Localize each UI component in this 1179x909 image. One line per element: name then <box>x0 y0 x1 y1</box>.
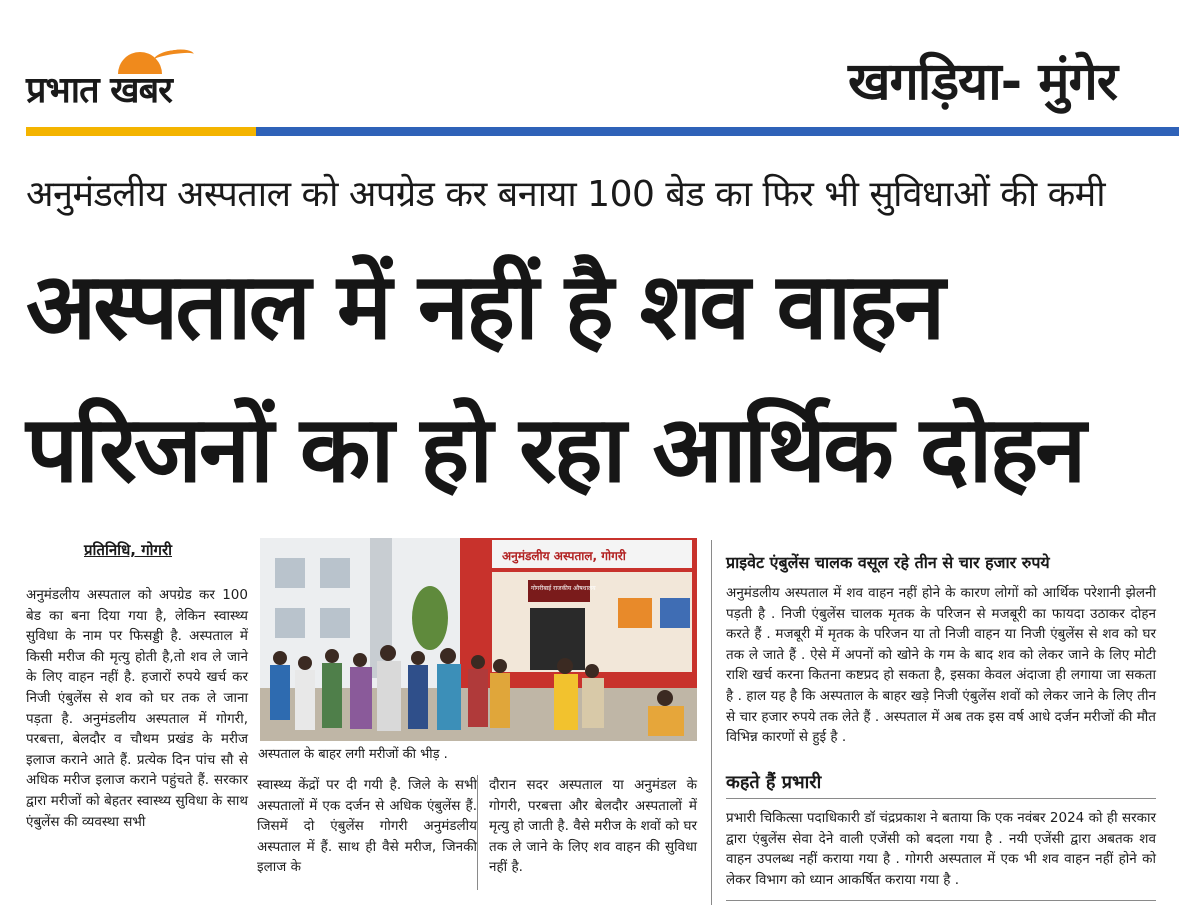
kicker-headline: अनुमंडलीय अस्पताल को अपग्रेड कर बनाया 100 बेड का फिर भी सुविधाओं की कमी <box>26 174 1106 215</box>
masthead-rule-yellow <box>26 127 256 136</box>
column-divider <box>477 775 478 890</box>
article-column-middle-2: दौरान सदर अस्पताल या अनुमंडल के गोगरी, परबत्ता और बेलदौर अस्पतालों में मृत्यु हो जाती है. वैसे मरीज के शवों को घर तक ले जाने के लिए शव वाहन की सुविधा नहीं है. <box>489 777 697 876</box>
masthead-rule-blue <box>256 127 1179 136</box>
hospital-photo <box>260 538 697 741</box>
edition-title: खगड़िया- मुंगेर <box>847 52 1117 112</box>
newspaper-logo <box>26 44 266 114</box>
right-column-subheading: कहते हैं प्रभारी <box>726 772 822 793</box>
photo-sign-door: गोगरीबाई राजकीय औषधालय <box>531 585 596 592</box>
logo-text: प्रभात खबर <box>26 70 172 111</box>
subheading-rule <box>726 798 1156 799</box>
hospital-crowd-illustration <box>260 538 697 741</box>
photo-caption: अस्पताल के बाहर लगी मरीजों की भीड़ . <box>258 747 448 762</box>
main-headline-line-2: परिजनों का हो रहा आर्थिक दोहन <box>26 396 1084 503</box>
column-divider <box>711 540 712 905</box>
right-column-body: अनुमंडलीय अस्पताल में शव वाहन नहीं होने के कारण लोगों को आर्थिक परेशानी झेलनी पड़ती है . निजी एंबुलेंस चालक मृतक के परिजन से मजबूरी का फायदा उठाकर दोहन करते हैं . मजबूरी में मृतक के परिजन या तो निजी वाहन या निजी एंबुलेंस से शव को घर तक ले जाते हैं . ऐसे में अपनों को खोने के गम के बाद शव को लेकर जाने के लिए मोटी राशि खर्च करना कितना कष्टप्रद हो सकता है, इसका केवल अंदाजा ही लगाया जा सकता है . हाल यह है कि अस्पताल के बाहर खड़े निजी एंबुलेंस शवों को लेकर जाने के लिए तीन से चार हजार रुपये तक लेते हैं . अस्पताल में अब तक इस वर्ष आधे दर्जन मरीजों की मौत विभिन्न कारणों से हुई है . <box>726 585 1156 746</box>
article-column-left: अनुमंडलीय अस्पताल को अपग्रेड कर 100 बेड का बना दिया गया है, लेकिन स्वास्थ्य सुविधा के नाम पर फिसड्डी है. अस्पताल में किसी मरीज की मृत्यु होती है,तो शव ले जाने के लिए वाहन नहीं है. हजारों रुपये खर्च कर निजी एंबुलेंस से शव को घर तक ले जाना पड़ता है. अनुमंडलीय अस्पताल में गोगरी, परबत्ता, बेलदौर व चौथम प्रखंड के मरीज इलाज कराने आते हैं. प्रत्येक दिन पांच सौ से अधिक मरीज इलाज कराने पहुंचते हैं. सरकार द्वारा मरीजों को बेहतर स्वास्थ्य सुविधा के साथ एंबुलेंस की व्यवस्था सभी <box>26 587 248 830</box>
photo-sign-main: अनुमंडलीय अस्पताल, गोगरी <box>502 549 626 563</box>
main-headline-line-1: अस्पताल में नहीं है शव वाहन <box>26 253 943 360</box>
byline: प्रतिनिधि, गोगरी <box>84 541 173 559</box>
article-column-middle-1: स्वास्थ्य केंद्रों पर दी गयी है. जिले के सभी अस्पतालों में एक दर्जन से अधिक एंबुलेंस हैं. जिसमें दो एंबुलेंस गोगरी अनुमंडलीय अस्पताल में हैं. साथ ही वैसे मरीज, जिनकी इलाज के <box>257 777 477 876</box>
right-column-body-2: प्रभारी चिकित्सा पदाधिकारी डॉ चंद्रप्रकाश ने बताया कि एक नवंबर 2024 को ही सरकार द्वारा एंबुलेंस सेवा देने वाली एजेंसी को बदला गया है . नयी एजेंसी द्वारा अबतक शव वाहन उपलब्ध नहीं कराया गया है . गोगरी अस्पताल में एक भी शव वाहन नहीं होने को लेकर विभाग को ध्यान आकर्षित कराया गया है . <box>726 810 1156 888</box>
bottom-rule <box>726 900 1156 901</box>
right-column-heading: प्राइवेट एंबुलेंस चालक वसूल रहे तीन से चार हजार रुपये <box>726 553 1050 572</box>
